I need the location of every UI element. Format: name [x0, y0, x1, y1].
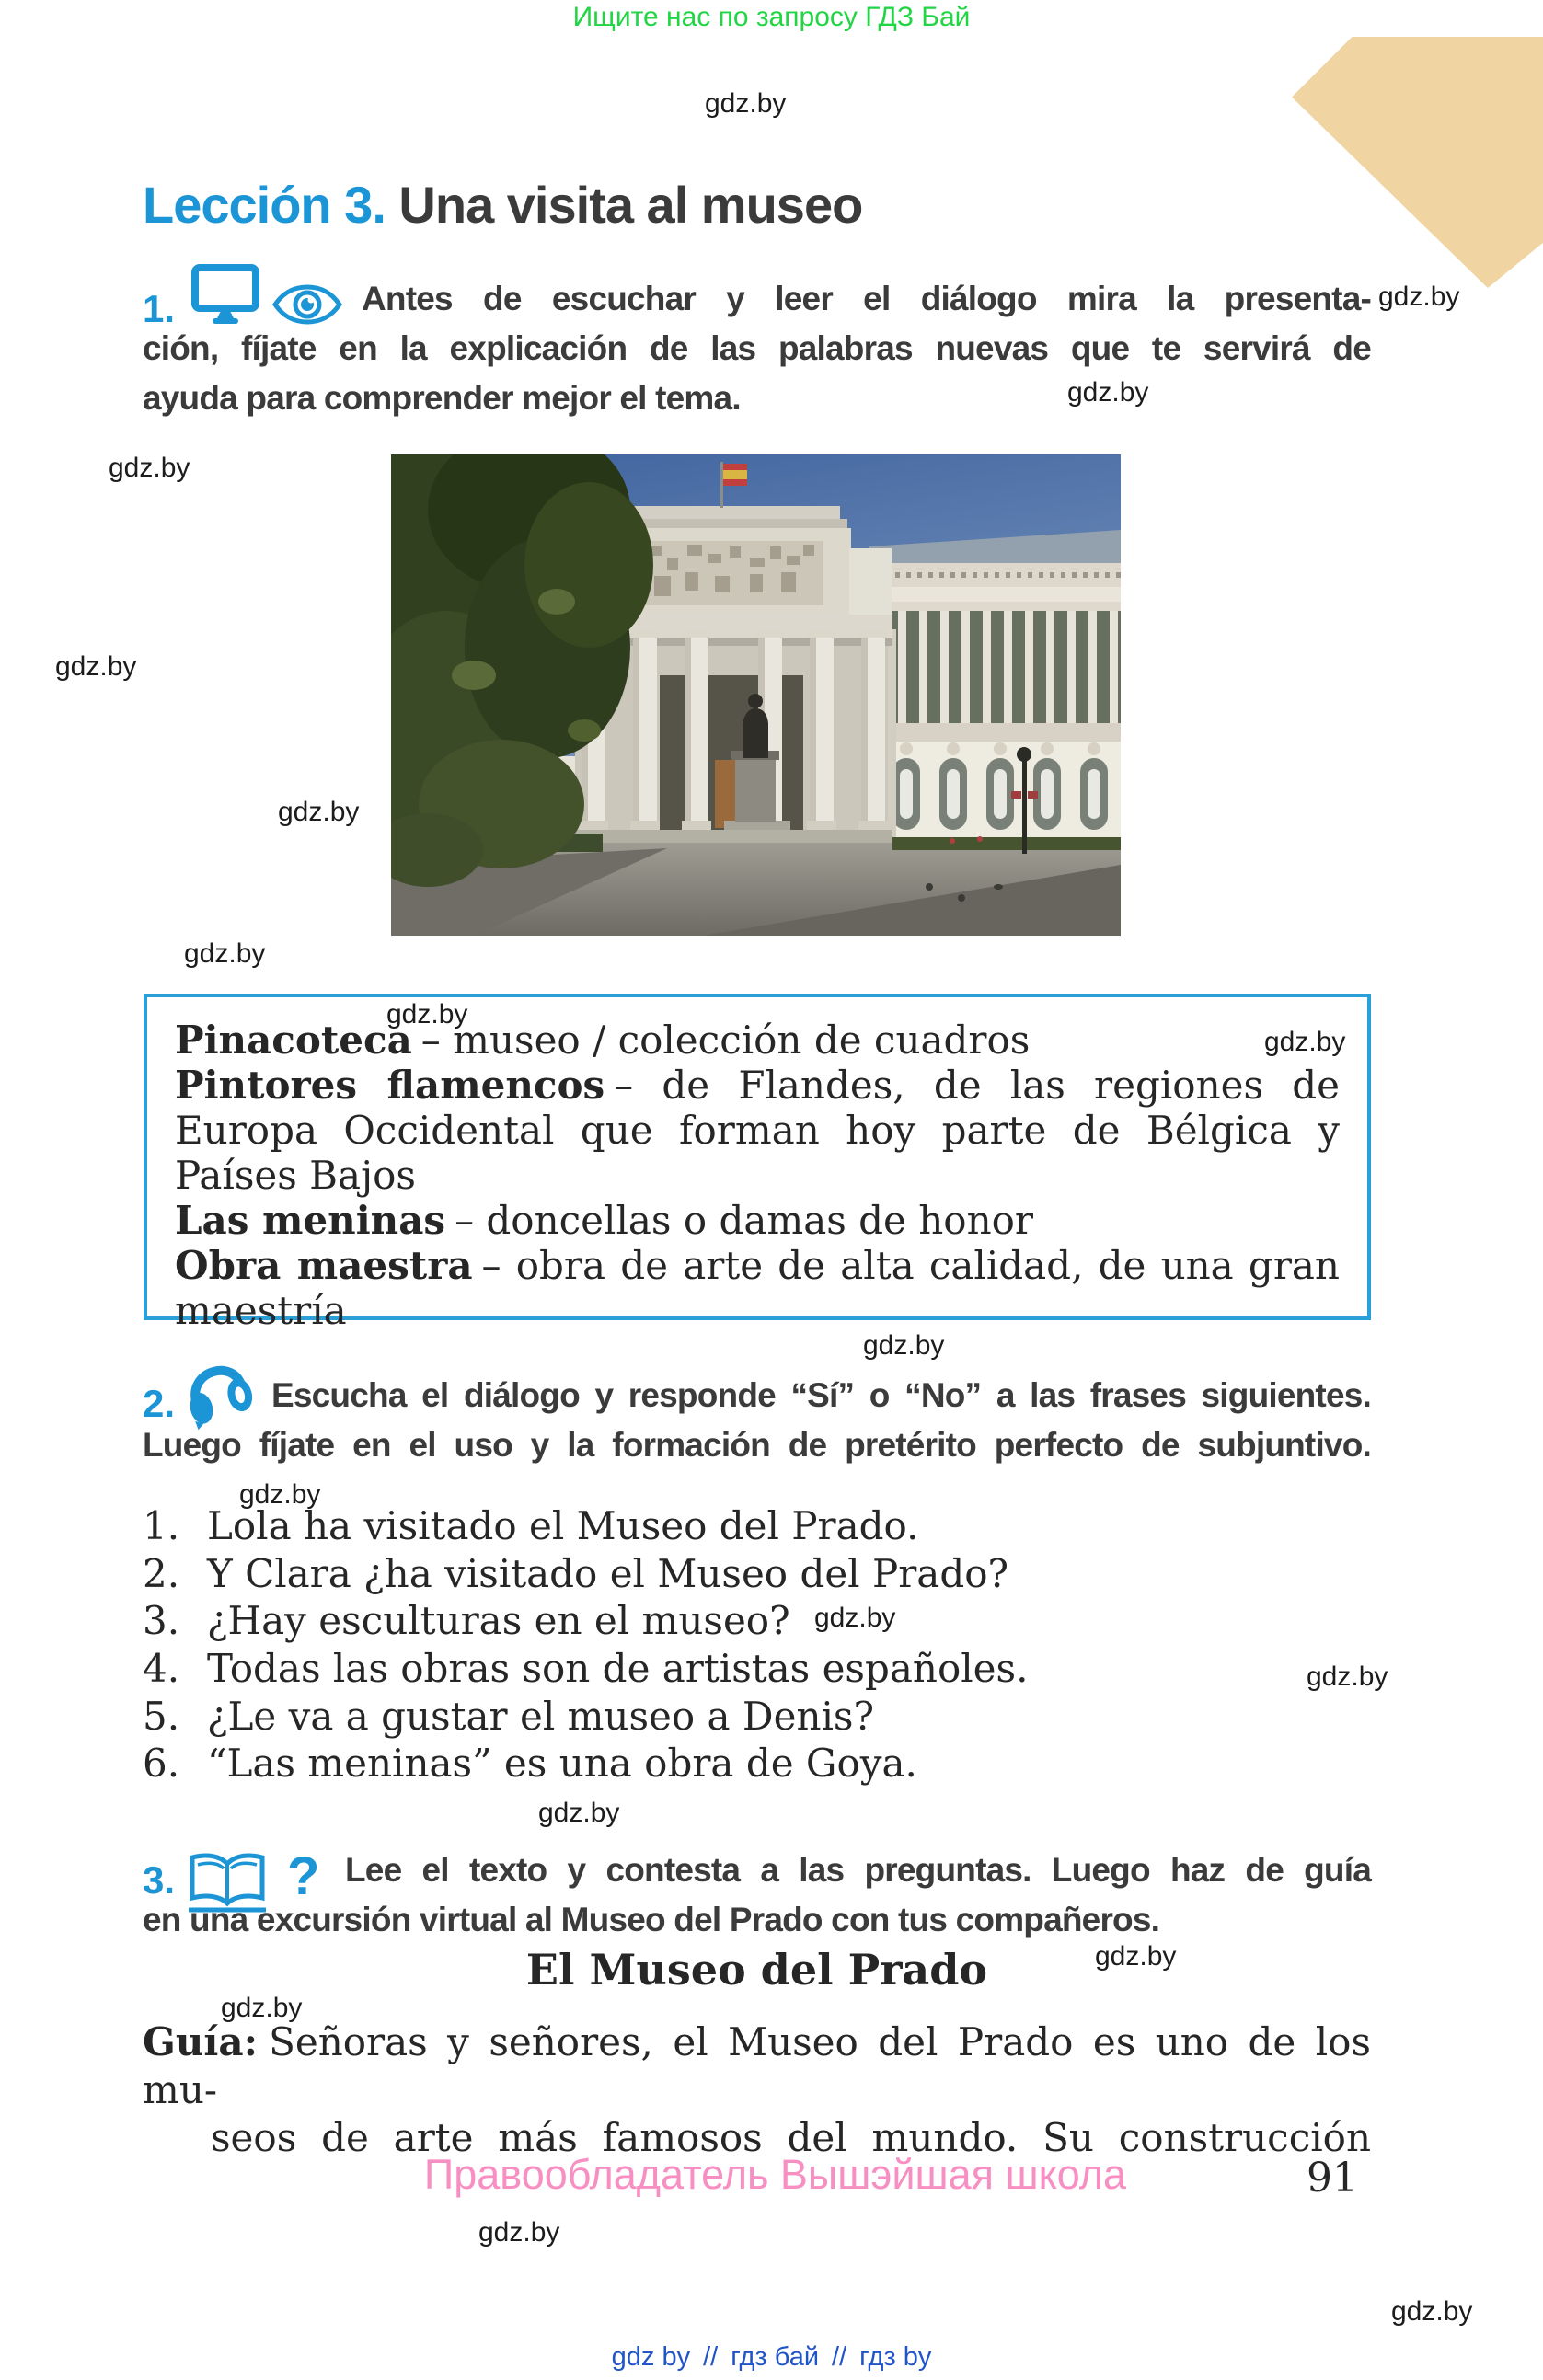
- list-item-number: 2.: [143, 1550, 180, 1596]
- gdz-watermark: gdz.by: [1264, 1027, 1346, 1057]
- page-number: 91: [1307, 2155, 1358, 2202]
- list-item-number: 5.: [143, 1693, 180, 1739]
- list-item: [143, 1503, 1371, 1551]
- gdz-watermark: gdz.by: [1391, 2296, 1473, 2327]
- list-item-text: “Las meninas” es una obra de Goya.: [207, 1741, 917, 1787]
- vocab-term: Pinacoteca: [175, 1018, 412, 1063]
- gdz-watermark: gdz.by: [184, 938, 266, 969]
- reading-line-text: Señoras y señores, el Museo del Prado es uno de los mu-: [143, 2019, 1371, 2112]
- gdz-watermark: gdz.by: [538, 1798, 620, 1828]
- vocab-definition: – de Flandes, de las regiones de Europa Occidental que forman hoy parte de Bélgica y Países Bajos: [175, 1063, 1340, 1198]
- lesson-number: Lección 3.: [143, 176, 386, 234]
- footer-link-gdz-bai[interactable]: гдз бай: [731, 2342, 820, 2372]
- list-item-text: ¿Le va a gustar el museo a Denis?: [207, 1693, 874, 1739]
- footer-link-gdz-by[interactable]: gdz by: [611, 2342, 691, 2372]
- gdz-watermark: gdz.by: [705, 88, 787, 119]
- exercise1-line: Antes de escuchar y leer el diálogo mira la presenta-: [362, 280, 1371, 317]
- exercise1-line: ayuda para comprender mejor el tema.: [143, 379, 741, 417]
- list-item-number: 1.: [143, 1503, 180, 1548]
- gdz-watermark: gdz.by: [1067, 377, 1149, 408]
- exercise2-text: [143, 1371, 1371, 1470]
- gdz-watermark: gdz.by: [239, 1479, 321, 1510]
- gdz-watermark: gdz.by: [478, 2217, 560, 2248]
- list-item-text: ¿Hay esculturas en el museo?: [207, 1598, 790, 1644]
- question-mark-icon: ?: [287, 1846, 320, 1906]
- top-search-banner: Ищите нас по запросу ГДЗ Бай: [572, 2, 971, 32]
- lesson-title-text: Una visita al museo: [385, 176, 863, 234]
- vocab-term: Obra maestra: [175, 1243, 473, 1288]
- list-item: [143, 1694, 1371, 1742]
- gdz-watermark: gdz.by: [814, 1603, 896, 1633]
- exercise1-line: ción, fíjate en la explicación de las palabras nuevas que te servirá de: [143, 329, 1371, 367]
- page-title: [143, 175, 862, 235]
- exercise3-number: 3.: [143, 1858, 176, 1902]
- vocab-entry: [175, 1243, 1340, 1333]
- corner-decoration: [1292, 37, 1543, 288]
- exercise2-line: Luego fíjate en el uso y la formación de pretérito perfecto de subjuntivo.: [143, 1426, 1371, 1464]
- vocabulary-box: [144, 994, 1371, 1333]
- exercise2-line: Escucha el diálogo y responde “Sí” o “No” a las frases siguientes.: [271, 1376, 1371, 1414]
- list-item-number: 4.: [143, 1646, 180, 1692]
- footer-link-gdz-by2[interactable]: гдз by: [859, 2342, 932, 2372]
- gdz-watermark: gdz.by: [386, 999, 468, 1029]
- list-item: [143, 1741, 1371, 1788]
- exercise1-number: 1.: [143, 287, 176, 330]
- footer-links: [0, 2342, 1543, 2373]
- link-separator: //: [703, 2342, 719, 2372]
- gdz-watermark: gdz.by: [1095, 1941, 1177, 1972]
- gdz-watermark: gdz.by: [863, 1330, 945, 1361]
- gdz-watermark: gdz.by: [55, 651, 137, 682]
- vocab-definition: – museo / colección de cuadros: [420, 1018, 1031, 1063]
- reading-line: seos de arte más famosos del mundo. Su construcción: [211, 2115, 1371, 2160]
- question-list: [143, 1503, 1371, 1788]
- reading-paragraph: [143, 2018, 1371, 2162]
- vocab-entry: [175, 1198, 1340, 1243]
- gdz-watermark: gdz.by: [221, 1993, 303, 2023]
- gdz-watermark: gdz.by: [1307, 1661, 1388, 1692]
- exercise3-line: en una excursión virtual al Museo del Prado con tus compañeros.: [143, 1901, 1160, 1938]
- exercise3-line: Lee el texto y contesta a las preguntas. Luego haz de guía: [345, 1851, 1371, 1889]
- link-separator: //: [832, 2342, 847, 2372]
- reading-line: [143, 2018, 1371, 2114]
- list-item-text: Todas las obras son de artistas españoles.: [207, 1646, 1029, 1692]
- list-item-text: Y Clara ¿ha visitado el Museo del Prado?: [207, 1550, 1009, 1596]
- vocab-definition: – doncellas o damas de honor: [455, 1198, 1033, 1243]
- prado-photo: [391, 454, 1121, 936]
- gdz-watermark: gdz.by: [278, 797, 360, 827]
- vocab-definition: – obra de arte de alta calidad, de una gran maestría: [175, 1243, 1340, 1333]
- list-item: [143, 1598, 1371, 1646]
- gdz-watermark: gdz.by: [109, 453, 190, 483]
- list-item-number: 6.: [143, 1741, 180, 1787]
- exercise3-text: [143, 1845, 1371, 1945]
- list-item: [143, 1646, 1371, 1694]
- vocab-term: Las meninas: [175, 1198, 446, 1243]
- vocab-entry: [175, 1063, 1340, 1198]
- vocab-entry: [175, 1018, 1340, 1063]
- speaker-label: Guía:: [143, 2019, 259, 2064]
- exercise2-number: 2.: [143, 1382, 176, 1425]
- vocab-term: Pintores flamencos: [175, 1063, 605, 1108]
- list-item: [143, 1551, 1371, 1599]
- copyright-notice: Правообладатель Вышэйшая школа: [423, 2151, 1127, 2198]
- list-item-text: Lola ha visitado el Museo del Prado.: [207, 1503, 919, 1548]
- gdz-watermark: gdz.by: [1378, 282, 1460, 312]
- list-item-number: 3.: [143, 1598, 180, 1644]
- exercise1-text: [143, 274, 1371, 423]
- reading-title: El Museo del Prado: [525, 1945, 988, 1995]
